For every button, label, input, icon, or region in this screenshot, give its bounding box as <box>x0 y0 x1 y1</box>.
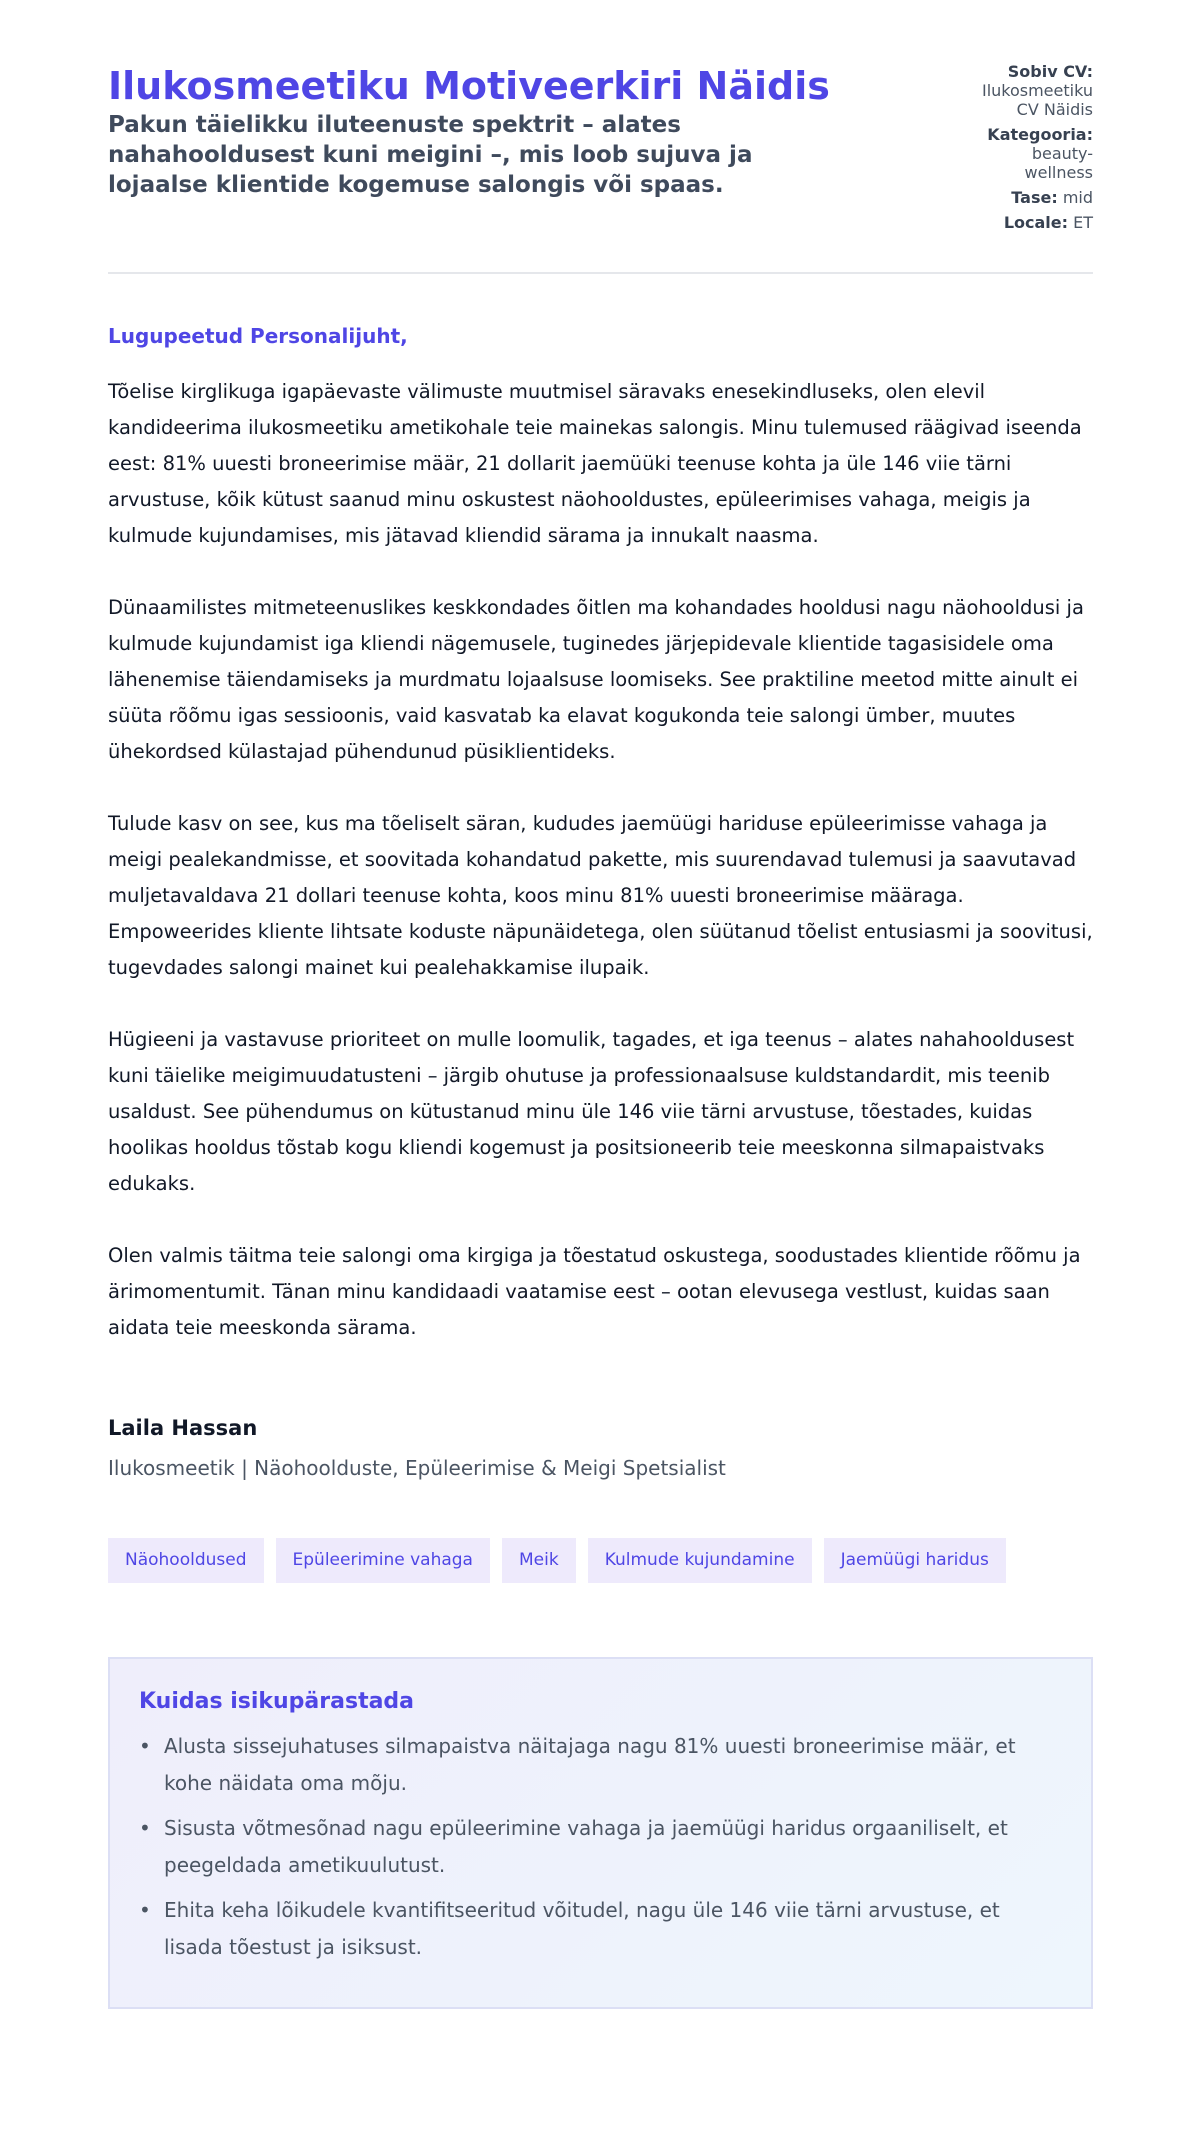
meta-info <box>968 62 1093 238</box>
page-header <box>108 62 1093 274</box>
meta-locale: Locale: ET <box>1003 213 1093 232</box>
meta-cv: Sobiv CV: Ilukosmeetiku CV Näidis <box>981 62 1093 119</box>
paragraph: Tulude kasv on see, kus ma tõeliselt säran, kududes jaemüügi hariduse epüleerimisse vahaga ja meigi pealekandmisse, et soovitada kohandatud pakette, mis suurendavad tulemusi ja saavutavad muljetavaldava 21 dollari teenuse kohta, koos minu 81% uuesti broneerimise määraga. Empoweerides kliente lihtsate koduste näpunäidetega, olen süütanud tõelist entusiasmi ja soovitusi, tugevdades salongi mainet kui pealehakkamise ilupaik. <box>108 812 1093 979</box>
signature <box>108 1416 1093 1480</box>
tip-item: • Alusta sissejuhatuses silmapaistva näitajaga nagu 81% uuesti broneerimise määr, et kohe näidata oma mõju. <box>139 1728 1063 1802</box>
page-title: Ilukosmeetiku Motiveerkiri Näidis <box>108 64 830 108</box>
meta-level: Tase: mid <box>1011 188 1093 207</box>
tip-item: • Sisusta võtmesõnad nagu epüleerimine vahaga ja jaemüügi haridus orgaaniliselt, et peegeldada ametikuulutust. <box>139 1810 1063 1884</box>
paragraph: Tõelise kirglikuga igapäevaste välimuste muutmisel säravaks enesekindluseks, olen elevil kandideerima ilukosmeetiku ametikohale teie mainekas salongis. Minu tulemused räägivad iseenda eest: 81% uuesti broneerimise määr, 21 dollarit jaemüüki teenuse kohta ja üle 146 viie tärni arvustuse, kõik kütust saanud minu oskustest näohooldustes, epüleerimises vahaga, meigis ja kulmude kujundamises, mis jätavad kliendid särama ja innukalt naasma. <box>108 380 1082 547</box>
signature-role: Ilukosmeetik | Näohoolduste, Epüleerimise & Meigi Spetsialist <box>108 1456 726 1480</box>
tag: Epüleerimine vahaga <box>276 1538 490 1583</box>
tag: Meik <box>502 1538 576 1583</box>
tag: Kulmude kujundamine <box>588 1538 812 1583</box>
letter-body <box>108 374 1093 1346</box>
tips-box <box>108 1657 1093 2009</box>
tag: Jaemüügi haridus <box>824 1538 1006 1583</box>
cover-letter <box>108 62 1093 2009</box>
paragraph: Olen valmis täitma teie salongi oma kirgiga ja tõestatud oskustega, soodustades klientide rõõmu ja ärimomentumit. Tänan minu kandidaadi vaatamise eest – ootan elevusega vestlust, kuidas saan aidata teie meeskonda särama. <box>108 1244 1081 1339</box>
paragraph: Hügieeni ja vastavuse prioriteet on mulle loomulik, tagades, et iga teenus – alates nahahooldusest kuni täielike meigimuudatusteni – järgib ohutuse ja professionaalsuse kuldstandardit, mis teenib usaldust. See pühendumus on kütustanud minu üle 146 viie tärni arvustuse, tõestades, kuidas hoolikas hooldus tõstab kogu kliendi kogemust ja positsioneerib teie meeskonna silmapaistvaks edukaks. <box>108 1028 1075 1195</box>
signature-name: Laila Hassan <box>108 1416 258 1440</box>
tag: Näohooldused <box>108 1538 264 1583</box>
tips-title: Kuidas isikupärastada <box>139 1689 415 1714</box>
salutation: Lugupeetud Personalijuht, <box>108 324 408 348</box>
meta-category: Kategooria: beauty-wellness <box>987 125 1093 182</box>
paragraph: Dünaamilistes mitmeteenuslikes keskkondades õitlen ma kohandades hooldusi nagu näohooldusi ja kulmude kujundamist iga kliendi nägemusele, tuginedes järjepidevale klientide tagasisidele oma lähenemise täiendamiseks ja murdmatu lojaalsuse loomiseks. See praktiline meetod mitte ainult ei süüta rõõmu igas sessioonis, vaid kasvatab ka elavat kogukonda teie salongi ümber, muutes ühekordsed külastajad pühendunud püsiklientideks. <box>108 596 1084 763</box>
page-subtitle: Pakun täielikku iluteenuste spektrit – alates nahahooldusest kuni meigini –, mis loob sujuva ja lojaalse klientide kogemuse salongis või spaas. <box>108 112 753 198</box>
tip-item: • Ehita keha lõikudele kvantifitseeritud võitudel, nagu üle 146 viie tärni arvustuse, et lisada tõestust ja isiksust. <box>139 1892 1063 1966</box>
skill-tags <box>108 1538 1093 1583</box>
